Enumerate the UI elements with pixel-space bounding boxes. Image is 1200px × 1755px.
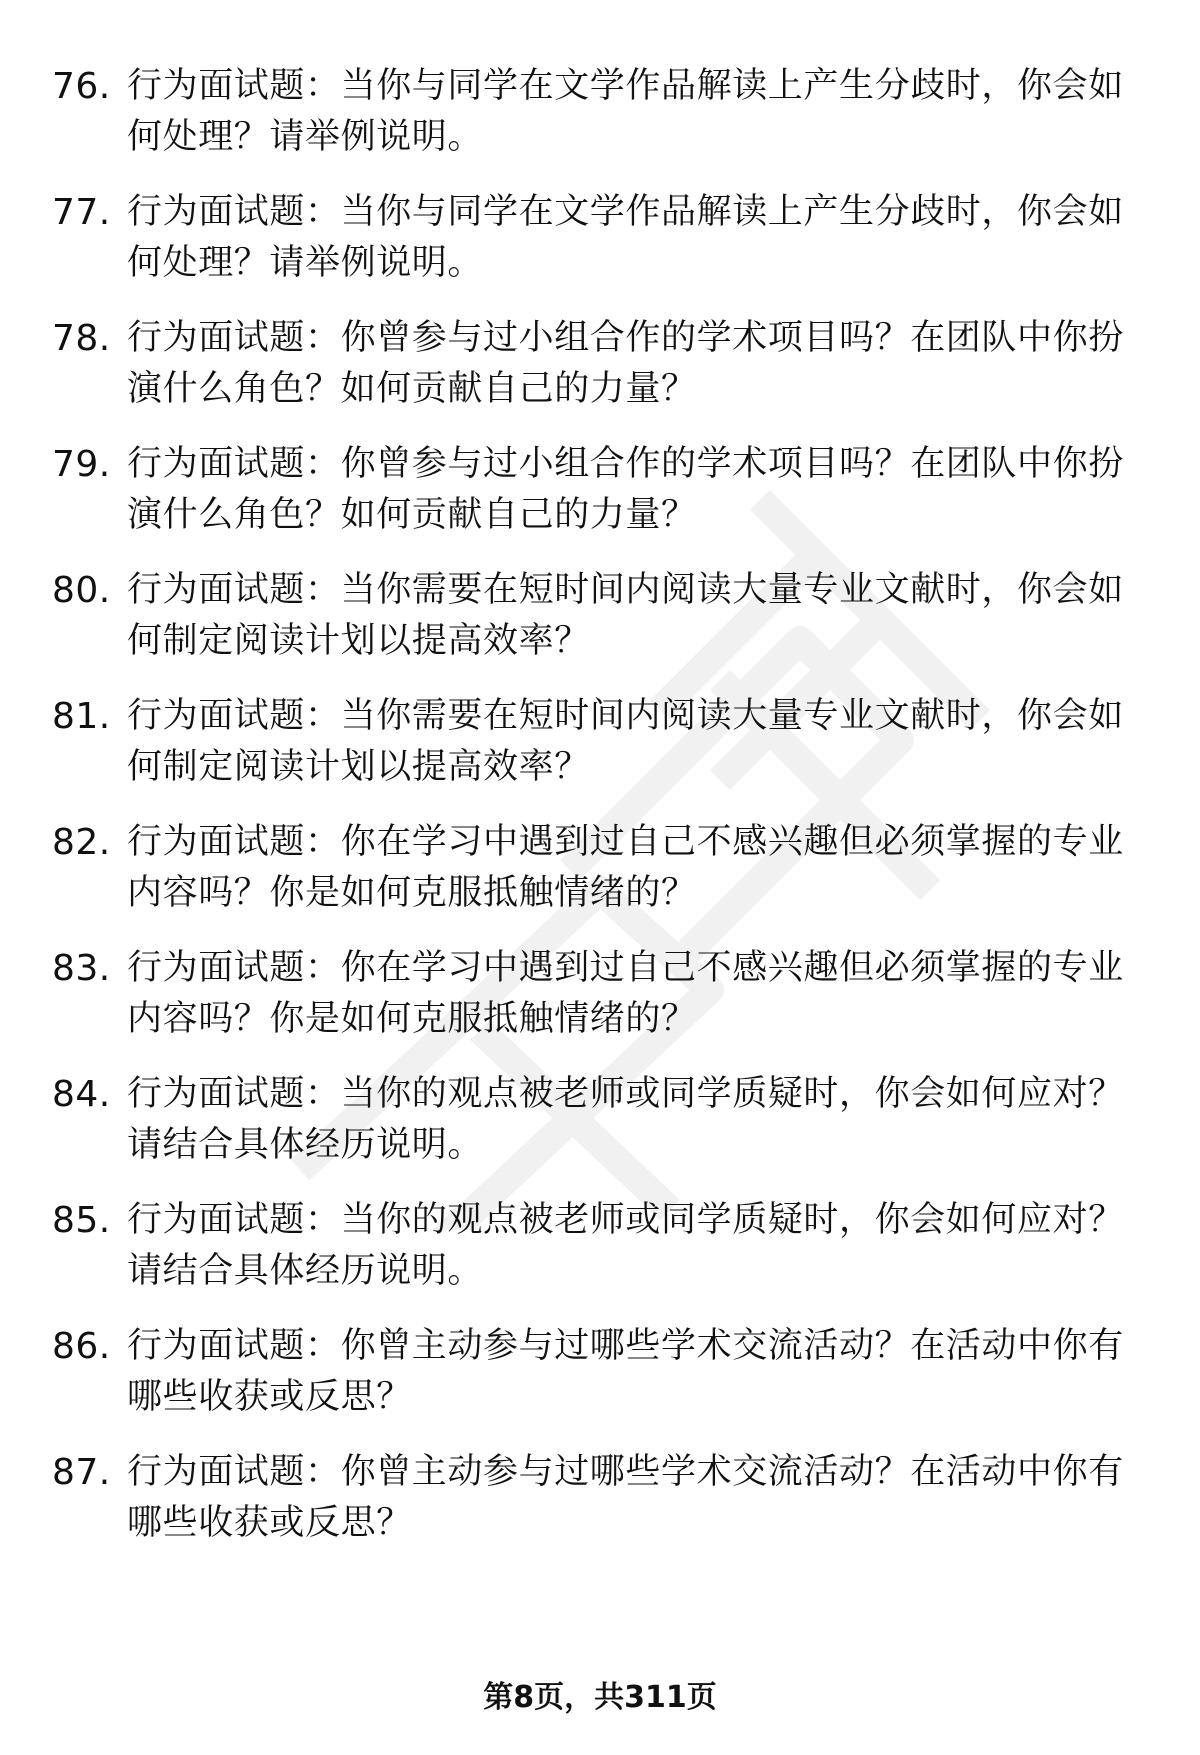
- question-number: 81.: [52, 696, 111, 737]
- question-number: 76.: [52, 66, 111, 107]
- question-text: 行为面试题：当你的观点被老师或同学质疑时，你会如何应对？请结合具体经历说明。: [127, 1200, 1124, 1291]
- question-text: 行为面试题：当你与同学在文学作品解读上产生分歧时，你会如何处理？请举例说明。: [127, 66, 1124, 157]
- question-text: 行为面试题：你曾参与过小组合作的学术项目吗？在团队中你扮演什么角色？如何贡献自己的力量？: [127, 318, 1124, 409]
- question-number: 86.: [52, 1326, 111, 1367]
- question-item: [0, 817, 1200, 943]
- question-number: 82.: [52, 822, 111, 863]
- question-item: [0, 439, 1200, 565]
- question-item: [0, 1069, 1200, 1195]
- question-item: [0, 61, 1200, 187]
- page-footer: 第8页，共311页: [483, 1680, 717, 1715]
- question-number: 87.: [52, 1452, 111, 1493]
- question-item: [0, 187, 1200, 313]
- question-text: 行为面试题：当你需要在短时间内阅读大量专业文献时，你会如何制定阅读计划以提高效率？: [127, 570, 1124, 661]
- question-list: [0, 61, 1200, 1573]
- question-item: [0, 1321, 1200, 1447]
- question-item: [0, 691, 1200, 817]
- question-number: 83.: [52, 948, 111, 989]
- question-number: 77.: [52, 192, 111, 233]
- question-item: [0, 565, 1200, 691]
- question-text: 行为面试题：你曾参与过小组合作的学术项目吗？在团队中你扮演什么角色？如何贡献自己的力量？: [127, 444, 1124, 535]
- question-number: 80.: [52, 570, 111, 611]
- question-text: 行为面试题：你在学习中遇到过自己不感兴趣但必须掌握的专业内容吗？你是如何克服抵触情绪的？: [127, 822, 1124, 913]
- question-number: 85.: [52, 1200, 111, 1241]
- question-text: 行为面试题：你曾主动参与过哪些学术交流活动？在活动中你有哪些收获或反思？: [127, 1452, 1124, 1543]
- question-text: 行为面试题：当你与同学在文学作品解读上产生分歧时，你会如何处理？请举例说明。: [127, 192, 1124, 283]
- question-item: [0, 1195, 1200, 1321]
- question-text: 行为面试题：你曾主动参与过哪些学术交流活动？在活动中你有哪些收获或反思？: [127, 1326, 1124, 1417]
- question-text: 行为面试题：当你需要在短时间内阅读大量专业文献时，你会如何制定阅读计划以提高效率？: [127, 696, 1124, 787]
- question-number: 79.: [52, 444, 111, 485]
- question-item: [0, 313, 1200, 439]
- question-number: 78.: [52, 318, 111, 359]
- question-item: [0, 943, 1200, 1069]
- question-text: 行为面试题：当你的观点被老师或同学质疑时，你会如何应对？请结合具体经历说明。: [127, 1074, 1124, 1165]
- question-text: 行为面试题：你在学习中遇到过自己不感兴趣但必须掌握的专业内容吗？你是如何克服抵触情绪的？: [127, 948, 1124, 1039]
- question-number: 84.: [52, 1074, 111, 1115]
- question-item: [0, 1447, 1200, 1573]
